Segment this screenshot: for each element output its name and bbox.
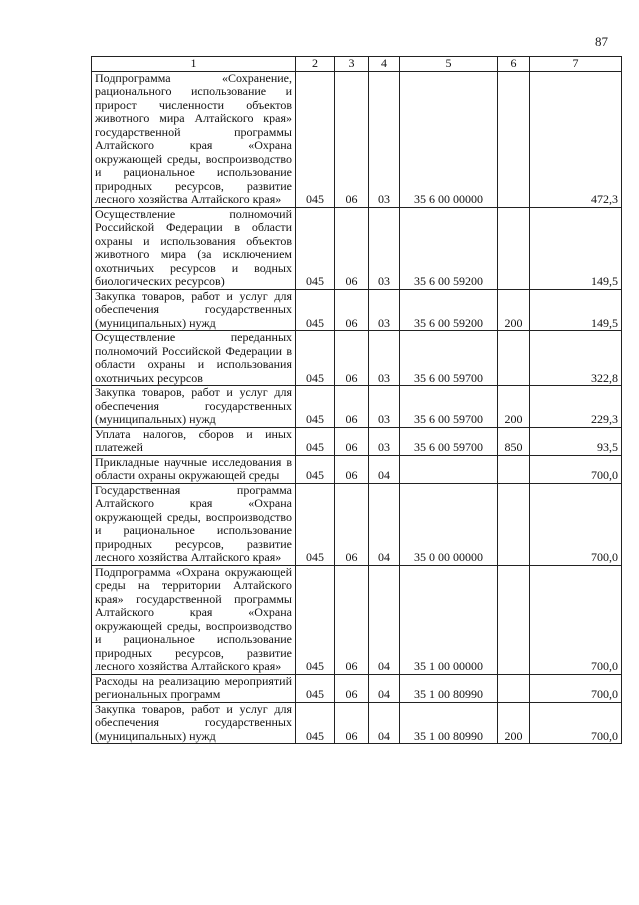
ministry-code-cell: 045 [296,483,335,565]
header-cell-6: 6 [498,57,530,72]
table-row [92,386,622,428]
amount-cell: 700,0 [530,565,622,674]
target-code-cell: 35 0 00 00000 [400,483,498,565]
ministry-code-cell: 045 [296,565,335,674]
expense-type-cell [498,483,530,565]
section-code-cell: 06 [335,455,369,483]
section-code-cell: 06 [335,674,369,702]
table-row [92,331,622,386]
row-name-cell: Уплата налогов, сборов и иных платежей [92,427,296,455]
amount-cell: 472,3 [530,71,622,207]
subsection-code-cell: 03 [369,331,400,386]
target-code-cell: 35 6 00 59200 [400,289,498,331]
amount-cell: 229,3 [530,386,622,428]
expense-type-cell: 200 [498,386,530,428]
section-code-cell: 06 [335,702,369,744]
table-row [92,483,622,565]
expense-type-cell [498,71,530,207]
table-row [92,289,622,331]
row-name-cell: Государственная программа Алтайского края «Охрана окружающей среды, воспроизводство и рациональное использование природных ресурсов, развитие лесного хозяйства Алтайского края» [92,483,296,565]
header-cell-2: 2 [296,57,335,72]
row-name-cell: Закупка товаров, работ и услуг для обеспечения государственных (муниципальных) нужд [92,289,296,331]
row-name-cell: Закупка товаров, работ и услуг для обеспечения государственных (муниципальных) нужд [92,702,296,744]
ministry-code-cell: 045 [296,207,335,289]
ministry-code-cell: 045 [296,702,335,744]
row-name-cell: Прикладные научные исследования в области охраны окружающей среды [92,455,296,483]
table-row [92,565,622,674]
row-name-cell: Подпрограмма «Сохранение, рационального использование и прирост численности объектов животного мира Алтайского края» государственной программы Алтайского края «Охрана окружающей среды, воспроизводство и рациональное использование природных ресурсов, развитие лесного хозяйства Алтайского края» [92,71,296,207]
ministry-code-cell: 045 [296,455,335,483]
expense-type-cell [498,207,530,289]
subsection-code-cell: 04 [369,483,400,565]
expense-type-cell: 200 [498,702,530,744]
header-cell-4: 4 [369,57,400,72]
subsection-code-cell: 04 [369,702,400,744]
ministry-code-cell: 045 [296,674,335,702]
subsection-code-cell: 03 [369,71,400,207]
section-code-cell: 06 [335,483,369,565]
expense-type-cell [498,331,530,386]
subsection-code-cell: 03 [369,427,400,455]
subsection-code-cell: 03 [369,386,400,428]
table-row [92,427,622,455]
section-code-cell: 06 [335,565,369,674]
expense-type-cell: 200 [498,289,530,331]
row-name-cell: Расходы на реализацию мероприятий региональных программ [92,674,296,702]
amount-cell: 322,8 [530,331,622,386]
ministry-code-cell: 045 [296,71,335,207]
section-code-cell: 06 [335,289,369,331]
row-name-cell: Подпрограмма «Охрана окружающей среды на территории Алтайского края» государственной программы Алтайского края «Охрана окружающей среды, воспроизводство и рациональное использование природных ресурсов, развитие лесного хозяйства Алтайского края» [92,565,296,674]
section-code-cell: 06 [335,71,369,207]
target-code-cell: 35 1 00 80990 [400,674,498,702]
target-code-cell: 35 6 00 59200 [400,207,498,289]
table-row [92,71,622,207]
ministry-code-cell: 045 [296,331,335,386]
expense-type-cell [498,565,530,674]
header-cell-5: 5 [400,57,498,72]
target-code-cell [400,455,498,483]
section-code-cell: 06 [335,386,369,428]
target-code-cell: 35 6 00 59700 [400,331,498,386]
amount-cell: 700,0 [530,674,622,702]
expense-type-cell: 850 [498,427,530,455]
amount-cell: 149,5 [530,289,622,331]
target-code-cell: 35 1 00 80990 [400,702,498,744]
page-number: 87 [595,34,608,49]
subsection-code-cell: 03 [369,289,400,331]
ministry-code-cell: 045 [296,386,335,428]
section-code-cell: 06 [335,331,369,386]
amount-cell: 93,5 [530,427,622,455]
row-name-cell: Закупка товаров, работ и услуг для обеспечения государственных (муниципальных) нужд [92,386,296,428]
subsection-code-cell: 04 [369,455,400,483]
amount-cell: 149,5 [530,207,622,289]
table-row [92,207,622,289]
subsection-code-cell: 04 [369,674,400,702]
header-cell-7: 7 [530,57,622,72]
target-code-cell: 35 1 00 00000 [400,565,498,674]
amount-cell: 700,0 [530,483,622,565]
subsection-code-cell: 03 [369,207,400,289]
table-header-row [92,57,622,72]
subsection-code-cell: 04 [369,565,400,674]
section-code-cell: 06 [335,427,369,455]
ministry-code-cell: 045 [296,289,335,331]
amount-cell: 700,0 [530,702,622,744]
target-code-cell: 35 6 00 59700 [400,386,498,428]
section-code-cell: 06 [335,207,369,289]
expense-type-cell [498,674,530,702]
target-code-cell: 35 6 00 00000 [400,71,498,207]
table-row [92,702,622,744]
target-code-cell: 35 6 00 59700 [400,427,498,455]
expense-type-cell [498,455,530,483]
header-cell-3: 3 [335,57,369,72]
row-name-cell: Осуществление полномочий Российской Федерации в области охраны и использования объектов животного мира (за исключением охотничьих ресурсов и водных биологических ресурсов) [92,207,296,289]
table-row [92,674,622,702]
ministry-code-cell: 045 [296,427,335,455]
budget-table [91,56,622,744]
row-name-cell: Осуществление переданных полномочий Российской Федерации в области охраны и использования охотничьих ресурсов [92,331,296,386]
amount-cell: 700,0 [530,455,622,483]
table-row [92,455,622,483]
header-cell-1: 1 [92,57,296,72]
